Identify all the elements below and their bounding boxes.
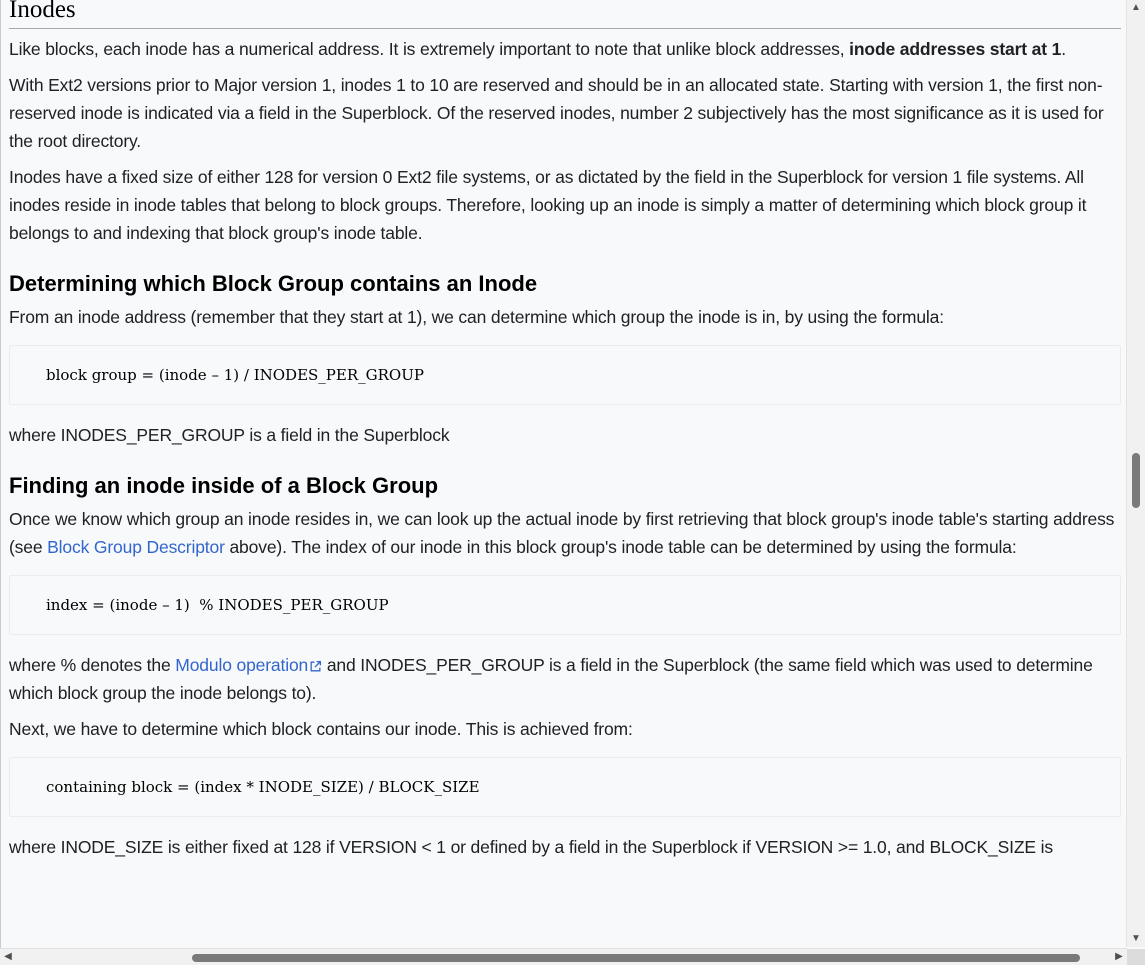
paragraph-inodes-per-group: where INODES_PER_GROUP is a field in the Superblock bbox=[9, 425, 450, 445]
paragraph-group-formula-intro: From an inode address (remember that they start at 1), we can determine which group the inode is in, by using the formula: bbox=[9, 307, 944, 327]
scroll-right-arrow-icon[interactable]: ▶ bbox=[1115, 951, 1123, 962]
link-block-group-descriptor[interactable]: Block Group Descriptor bbox=[47, 537, 225, 557]
vertical-scrollbar[interactable] bbox=[1126, 0, 1145, 947]
link-modulo-operation[interactable] bbox=[175, 655, 322, 675]
code-block-index-formula: index = (inode – 1) % INODES_PER_GROUP bbox=[9, 575, 1121, 635]
paragraph-modulo bbox=[9, 651, 1121, 707]
paragraph-inode-size: Inodes have a fixed size of either 128 for version 0 Ext2 file systems, or as dictated by the field in the Superblock for version 1 file systems. All inodes reside in inode tables that belong to block groups. Therefore, looking up an inode is simply a matter of determining which block group it belongs to and indexing that block group's inode table. bbox=[9, 167, 1087, 243]
vertical-scroll-thumb[interactable] bbox=[1132, 453, 1140, 508]
paragraph-text: above). The index of our inode in this block group's inode table can be determined by using the formula: bbox=[224, 537, 1017, 557]
paragraph-text: where % denotes the bbox=[9, 655, 176, 675]
section-title-inodes: Inodes bbox=[9, 0, 1121, 29]
code-block-group-formula: block group = (inode – 1) / INODES_PER_GROUP bbox=[9, 345, 1121, 405]
paragraph-inode-table-intro bbox=[9, 505, 1121, 561]
paragraph-inode-size-definition: where INODE_SIZE is either fixed at 128 if VERSION < 1 or defined by a field in the Superblock if VERSION >= 1.0, and BLOCK_SIZE is bbox=[9, 837, 1053, 857]
bold-inode-start: inode addresses start at 1 bbox=[849, 39, 1062, 59]
scroll-up-arrow-icon[interactable]: ▲ bbox=[1131, 2, 1141, 13]
paragraph-end: . bbox=[1061, 39, 1066, 59]
paragraph-reserved-inodes: With Ext2 versions prior to Major version 1, inodes 1 to 10 are reserved and should be in an allocated state. Starting with version 1, the first non-reserved inode is indicated via a field in the Superblock. Of the reserved inodes, number 2 subjectively has the most significance as it is used for the root directory. bbox=[9, 75, 1104, 151]
horizontal-scroll-thumb[interactable] bbox=[192, 954, 1080, 962]
heading-determining-block-group: Determining which Block Group contains an Inode bbox=[9, 271, 538, 296]
scrollbar-corner bbox=[1127, 949, 1145, 965]
link-label: Modulo operation bbox=[175, 655, 309, 675]
code-block-containing-block: containing block = (index * INODE_SIZE) / BLOCK_SIZE bbox=[9, 757, 1121, 817]
scroll-down-arrow-icon[interactable]: ▼ bbox=[1131, 933, 1141, 944]
heading-finding-inode: Finding an inode inside of a Block Group bbox=[9, 473, 439, 498]
scroll-left-arrow-icon[interactable]: ◀ bbox=[4, 951, 12, 962]
external-link-icon bbox=[309, 660, 322, 673]
paragraph-text: and INODES_PER_GROUP is a field in the Superblock (the same field which was used to determine which block group the inode belongs to). bbox=[9, 655, 1093, 703]
paragraph-inode-address bbox=[9, 35, 1121, 63]
horizontal-scrollbar[interactable] bbox=[0, 948, 1127, 965]
paragraph-next: Next, we have to determine which block contains our inode. This is achieved from: bbox=[9, 719, 633, 739]
article-content bbox=[9, 0, 1121, 869]
paragraph-text: Like blocks, each inode has a numerical address. It is extremely important to note that unlike block addresses, bbox=[9, 39, 850, 59]
paragraph-text: Once we know which group an inode resides in, we can look up the actual inode by first retrieving that block group's inode table's starting address (see bbox=[9, 509, 1115, 557]
